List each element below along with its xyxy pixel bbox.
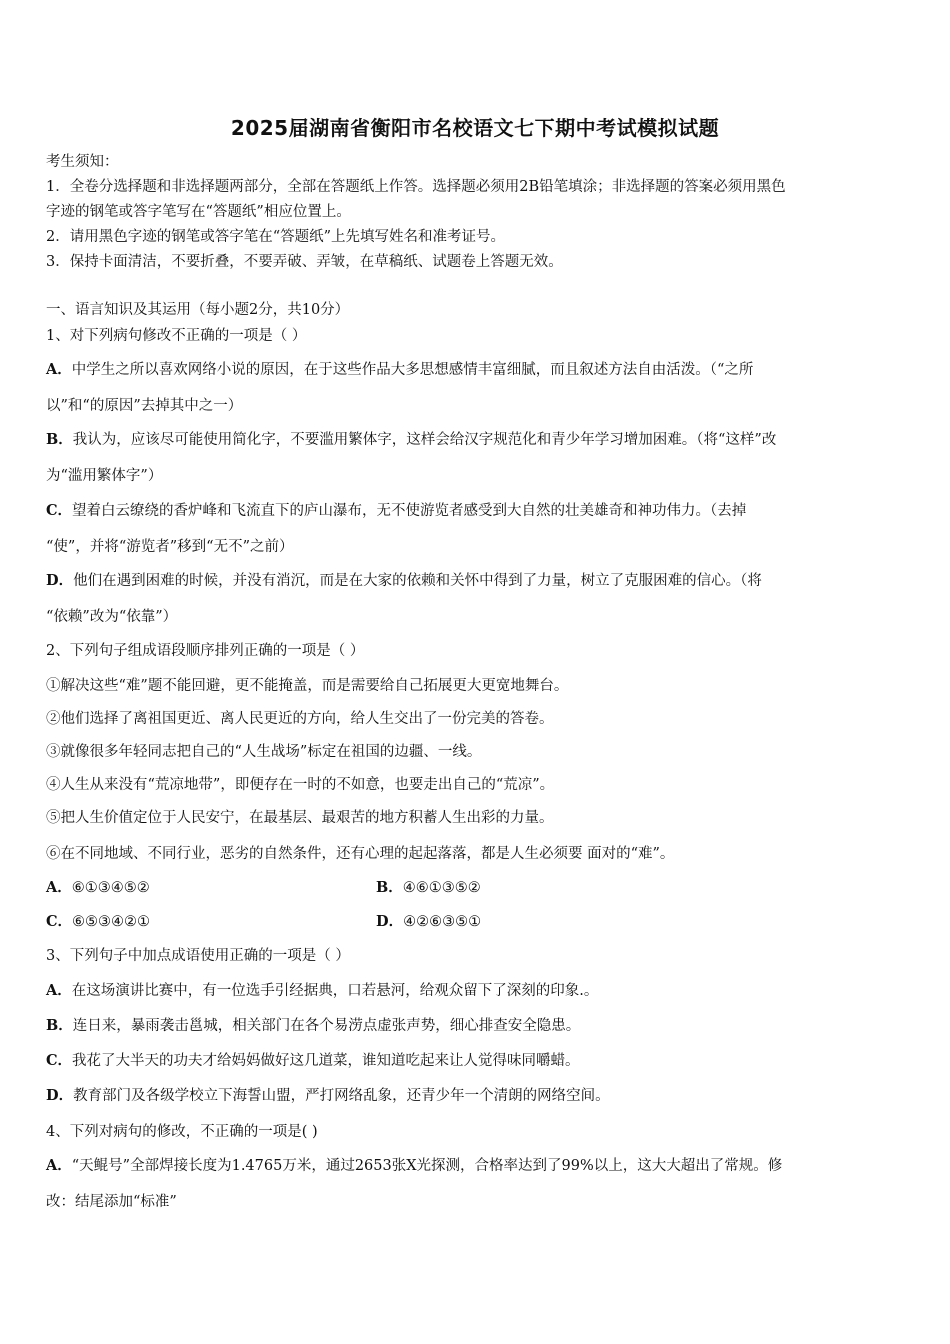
option-label: C． — [46, 502, 73, 519]
q2-sentence-3: ③就像很多年轻同志把自己的“人生战场”标定在祖国的边疆、一线。 — [46, 744, 482, 760]
q1-option-a — [46, 360, 753, 380]
option-label: D． — [376, 913, 404, 930]
option-text: 望着白云缭绕的香炉峰和飞流直下的庐山瀑布，无不使游览者感受到大自然的壮美雄奇和神功伟力。（去掉 — [72, 503, 747, 519]
q1-option-a-cont: 以”和“的原因”去掉其中之一） — [46, 398, 243, 414]
q4-option-a — [46, 1156, 782, 1176]
q1-option-c — [46, 501, 746, 521]
q2-option-d — [376, 912, 481, 932]
option-text: ⑥①③④⑤② — [71, 880, 150, 896]
option-text: 他们在遇到困难的时候，并没有消沉，而是在大家的依赖和关怀中得到了力量，树立了克服困难的信心。（将 — [73, 573, 762, 589]
q2-sentence-4: ④人生从来没有“荒凉地带”，即便存在一时的不如意，也要走出自己的“荒凉”。 — [46, 777, 555, 793]
q1-option-d-cont: “依赖”改为“依靠”） — [46, 609, 178, 625]
option-text: ④②⑥③⑤① — [403, 914, 482, 930]
notice-item: 2．请用黑色字迹的钢笔或答字笔在“答题纸”上先填写姓名和准考证号。 — [46, 229, 506, 245]
option-label: B． — [46, 1017, 73, 1034]
option-text: 我认为，应该尽可能使用简化字，不要滥用繁体字，这样会给汉字规范化和青少年学习增加困难。（将“这样”改 — [72, 432, 777, 448]
notice-item: 1．全卷分选择题和非选择题两部分，全部在答题纸上作答。选择题必须用2B铅笔填涂；非选择题的答案必须用黑色 — [46, 179, 786, 195]
q2-option-c — [46, 912, 150, 932]
q3-option-b — [46, 1016, 580, 1036]
option-text: “天鲲号”全部焊接长度为1.4765万米，通过2653张X光探测，合格率达到了99%以上，这大大超出了常规。修 — [71, 1158, 783, 1174]
option-label: A． — [46, 361, 72, 378]
section-heading: 一、语言知识及其运用（每小题2分，共10分） — [46, 302, 350, 318]
option-label: B． — [376, 879, 403, 896]
question-1-stem: 1、对下列病句修改不正确的一项是（ ） — [46, 328, 307, 344]
option-label: C． — [46, 913, 73, 930]
option-label: C． — [46, 1052, 73, 1069]
question-2-stem: 2、下列句子组成语段顺序排列正确的一项是（ ） — [46, 643, 365, 659]
option-text: 在这场演讲比赛中，有一位选手引经据典，口若悬河，给观众留下了深刻的印象.。 — [71, 983, 599, 999]
question-4-stem: 4、下列对病句的修改，不正确的一项是( ) — [46, 1124, 318, 1140]
option-label: D． — [46, 1087, 74, 1104]
q2-option-b — [376, 878, 481, 898]
q3-option-c — [46, 1051, 580, 1071]
q2-sentence-6: ⑥在不同地域、不同行业，恶劣的自然条件，还有心理的起起落落，都是人生必须要 面对的“难”。 — [46, 846, 675, 862]
option-label: A． — [46, 879, 72, 896]
option-text: ④⑥①③⑤② — [402, 880, 481, 896]
option-text: 教育部门及各级学校立下海誓山盟，严打网络乱象，还青少年一个清朗的网络空间。 — [73, 1088, 610, 1104]
q1-option-b-cont: 为“滥用繁体字”） — [46, 468, 163, 484]
q1-option-b — [46, 430, 776, 450]
option-label: A． — [46, 982, 72, 999]
q2-sentence-2: ②他们选择了离祖国更近、离人民更近的方向，给人生交出了一份完美的答卷。 — [46, 711, 554, 727]
q2-sentence-5: ⑤把人生价值定位于人民安宁，在最基层、最艰苦的地方积蓄人生出彩的力量。 — [46, 810, 554, 826]
option-label: D． — [46, 572, 74, 589]
q2-option-a — [46, 878, 150, 898]
notice-heading: 考生须知： — [46, 154, 119, 170]
option-text: 连日来，暴雨袭击邕城，相关部门在各个易涝点虚张声势，细心排查安全隐患。 — [72, 1018, 581, 1034]
q1-option-c-cont: “使”，并将“游览者”移到“无不”之前） — [46, 539, 294, 555]
option-label: A． — [46, 1157, 72, 1174]
notice-item: 字迹的钢笔或答字笔写在“答题纸”相应位置上。 — [46, 204, 351, 220]
option-label: B． — [46, 431, 73, 448]
q1-option-d — [46, 571, 762, 591]
page-title: 2025届湖南省衡阳市名校语文七下期中考试模拟试题 — [230, 116, 720, 140]
option-text: 我花了大半天的功夫才给妈妈做好这几道菜，谁知道吃起来让人觉得味同嚼蜡。 — [72, 1053, 580, 1069]
option-text: 中学生之所以喜欢网络小说的原因，在于这些作品大多思想感情丰富细腻，而且叙述方法自由活泼。（“之所 — [71, 362, 754, 378]
q3-option-d — [46, 1086, 610, 1106]
q2-sentence-1: ①解决这些“难”题不能回避，更不能掩盖，而是需要给自己拓展更大更宽地舞台。 — [46, 678, 569, 694]
q3-option-a — [46, 981, 598, 1001]
notice-item: 3．保持卡面清洁，不要折叠，不要弄破、弄皱，在草稿纸、试题卷上答题无效。 — [46, 254, 563, 270]
option-text: ⑥⑤③④②① — [72, 914, 151, 930]
q4-option-a-cont: 改：结尾添加“标准” — [46, 1194, 177, 1210]
question-3-stem: 3、下列句子中加点成语使用正确的一项是（ ） — [46, 948, 350, 964]
